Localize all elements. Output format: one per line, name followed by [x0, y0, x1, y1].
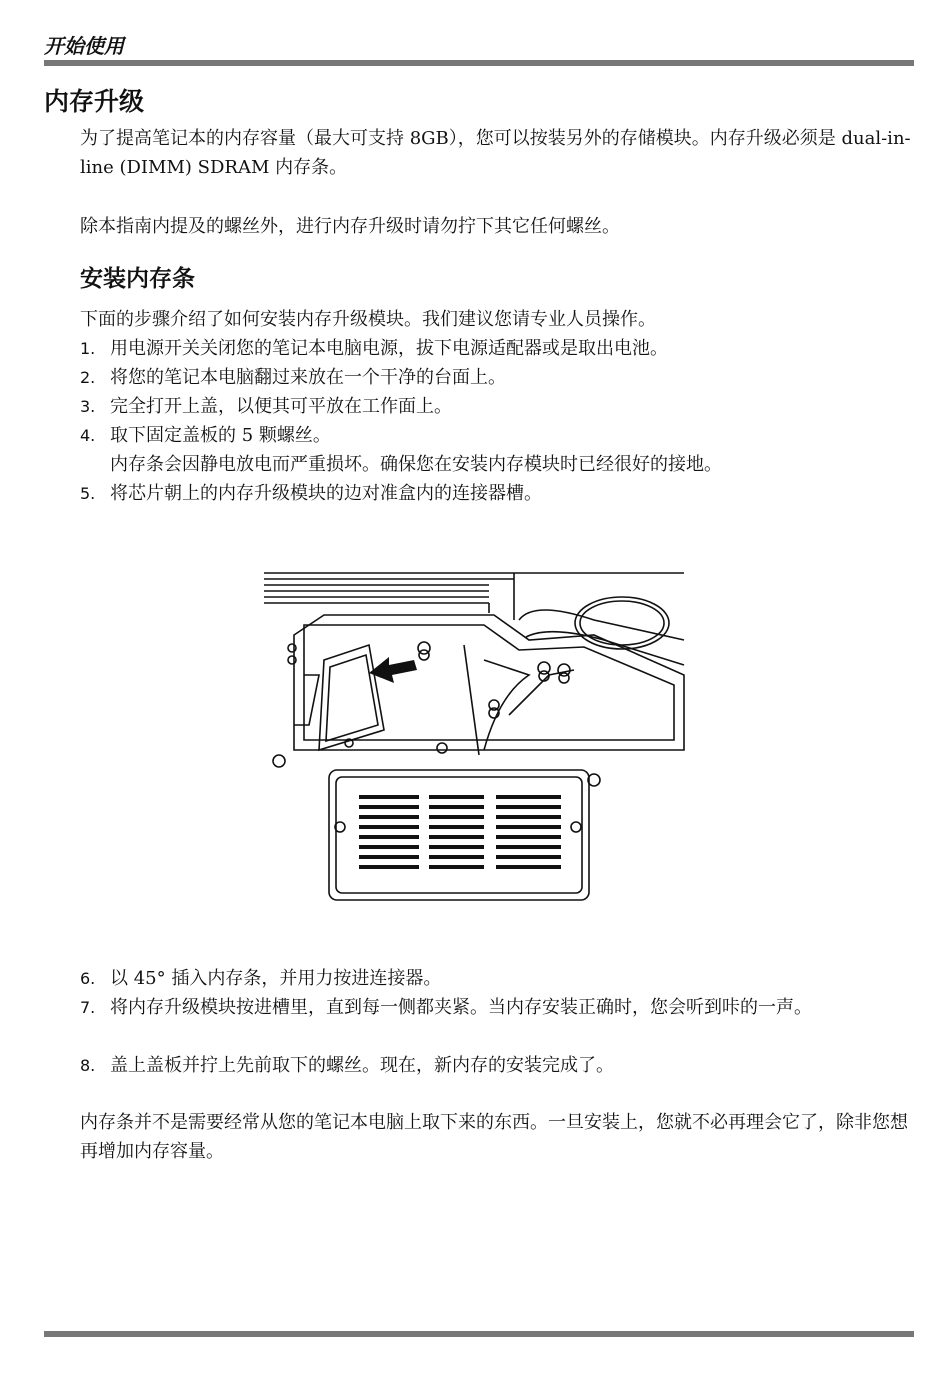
step-text: 将内存升级模块按进槽里，直到每一侧都夹紧。当内存安装正确时，您会听到咔的一声。	[110, 997, 812, 1018]
step-text: 以 45° 插入内存条，并用力按进连接器。	[110, 968, 442, 989]
warning-paragraph: 除本指南内提及的螺丝外，进行内存升级时请勿拧下其它任何螺丝。	[80, 216, 620, 237]
closing-paragraph: 内存条并不是需要经常从您的笔记本电脑上取下来的东西。一旦安装上，您就不必再理会它了，除非您想再增加内存容量。	[80, 1112, 908, 1162]
step-6	[80, 964, 441, 993]
intro-paragraph: 为了提高笔记本的内存容量（最大可支持 8GB），您可以按装另外的存储模块。内存升级必须是 dual-in-line (DIMM) SDRAM 内存条。	[80, 128, 911, 178]
section-title: 内存升级	[44, 87, 145, 116]
step-8	[80, 1051, 614, 1080]
step-number: 8.	[80, 1056, 96, 1075]
memory-installation-illustration	[264, 565, 694, 905]
step-text: 用电源开关关闭您的笔记本电脑电源，拔下电源适配器或是取出电池。	[110, 338, 668, 359]
running-header: 开始使用	[44, 34, 124, 58]
step-number: 7.	[80, 998, 96, 1017]
step-text: 将您的笔记本电脑翻过来放在一个干净的台面上。	[110, 367, 506, 388]
step-text: 将芯片朝上的内存升级模块的边对准盒内的连接器槽。	[110, 483, 542, 504]
step-2	[80, 363, 506, 392]
step-number: 2.	[80, 368, 96, 387]
step-text: 完全打开上盖，以便其可平放在工作面上。	[110, 396, 452, 417]
step-number: 3.	[80, 397, 96, 416]
step-5	[80, 479, 542, 508]
step-number: 1.	[80, 339, 96, 358]
top-divider	[44, 60, 914, 66]
step-number: 4.	[80, 426, 96, 445]
step-text: 盖上盖板并拧上先前取下的螺丝。现在，新内存的安装完成了。	[110, 1055, 614, 1076]
step-1	[80, 334, 668, 363]
step-4-note: 内存条会因静电放电而严重损坏。确保您在安装内存模块时已经很好的接地。	[110, 454, 722, 475]
step-number: 5.	[80, 484, 96, 503]
step-7	[80, 993, 914, 1022]
lead-paragraph: 下面的步骤介绍了如何安装内存升级模块。我们建议您请专业人员操作。	[80, 309, 656, 330]
bottom-divider	[44, 1331, 914, 1337]
step-3	[80, 392, 452, 421]
subsection-title: 安装内存条	[80, 266, 195, 292]
step-text: 取下固定盖板的 5 颗螺丝。	[110, 425, 331, 446]
step-number: 6.	[80, 969, 96, 988]
step-4	[80, 421, 331, 450]
